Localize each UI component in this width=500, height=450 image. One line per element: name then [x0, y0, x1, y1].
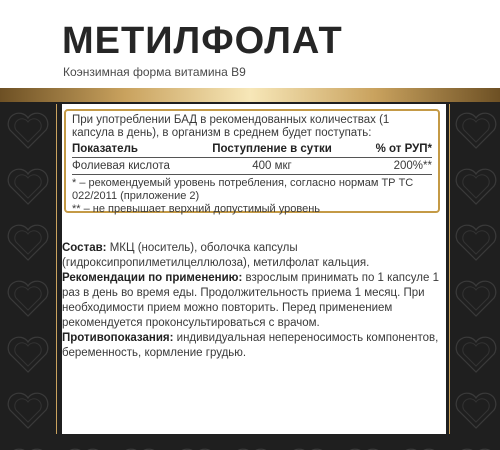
col-daily-intake: Поступление в сутки	[212, 143, 332, 155]
footnote-1: * – рекомендуемый уровень потребления, согласно нормам ТР ТС 022/2011 (приложение 2)	[72, 177, 414, 202]
header-area	[0, 0, 500, 88]
contra-paragraph	[62, 331, 446, 361]
contra-text: индивидуальная непереносимость компонентов, беременность, кормление грудью.	[62, 332, 439, 359]
panel-border-right	[449, 104, 450, 434]
composition-label: Состав:	[62, 242, 107, 254]
usage-label: Рекомендации по применению:	[62, 272, 243, 284]
row-name: Фолиевая кислота	[72, 160, 170, 172]
product-subtitle: Коэнзимная форма витамина B9	[63, 65, 246, 79]
panel-border-left	[56, 104, 57, 434]
info-intro: При употреблении БАД в рекомендованных количествах (1 капсула в день), в организм в среднем будет поступать:	[72, 114, 390, 139]
table-header	[72, 143, 432, 158]
footnote-2: ** – не превышает верхний допустимый уровень	[72, 203, 320, 215]
product-description	[62, 241, 446, 361]
nutrition-info-box	[64, 109, 440, 213]
col-percent: % от РУП*	[375, 143, 432, 155]
row-percent: 200%**	[393, 160, 432, 172]
contra-label: Противопоказания:	[62, 332, 174, 344]
usage-text: взрослым принимать по 1 капсуле 1 раз в день во время еды. Продолжительность приема 1 месяц. При необходимости прием можно повторить. Перед применением рекомендуется проконсультироваться с врачом.	[62, 272, 439, 329]
row-amount: 400 мкг	[252, 160, 292, 172]
composition-text: МКЦ (носитель), оболочка капсулы (гидроксипропилметилцеллюлоза), метилфолат кальция.	[62, 242, 370, 269]
table-row	[72, 158, 432, 175]
usage-paragraph	[62, 271, 446, 331]
composition-paragraph	[62, 241, 446, 271]
product-title: МЕТИЛФОЛАТ	[62, 20, 343, 62]
disclaimer-text: НЕ ЯВЛЯЕТСЯ ЛЕКАРСТВЕННЫМ СРЕДСТВОМ.	[108, 420, 392, 432]
gold-band	[0, 88, 500, 102]
col-indicator: Показатель	[72, 143, 138, 155]
